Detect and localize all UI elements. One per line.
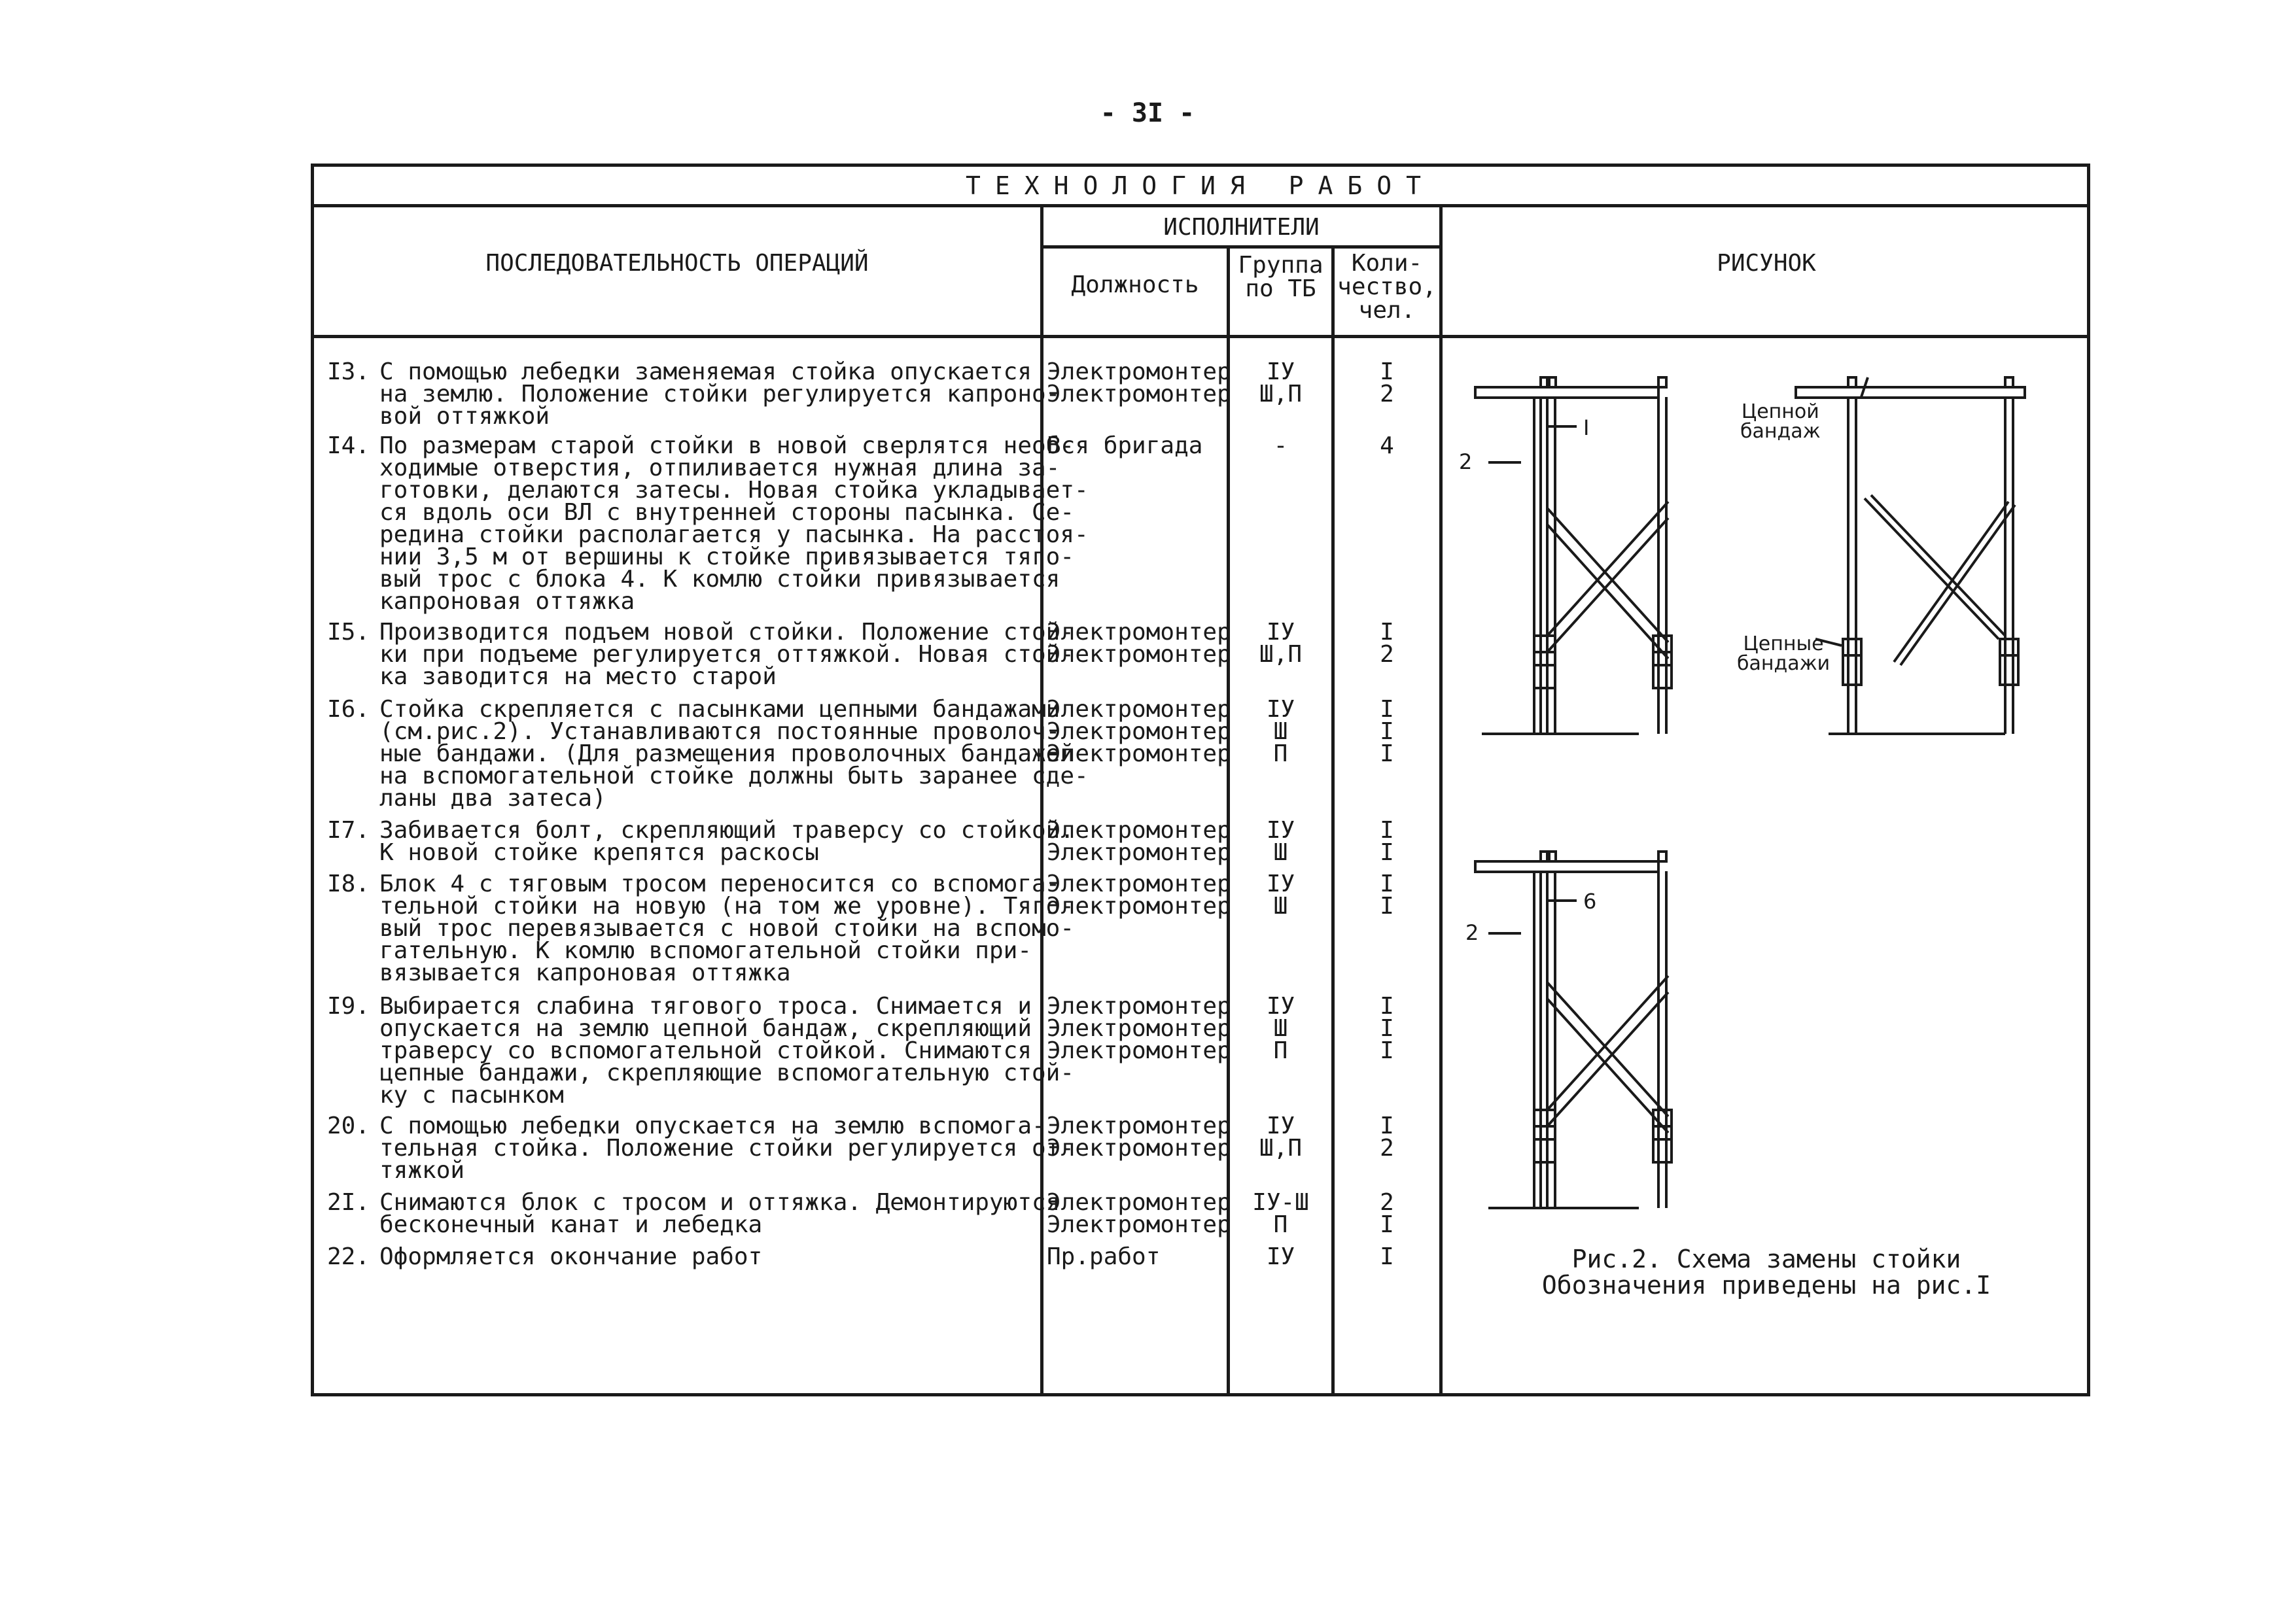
header-performers: ИСПОЛНИТЕЛИ [1163,214,1320,241]
header-count: Коли- чество, чел. [1337,250,1437,324]
table-title: ТЕХНОЛОГИЯ РАБОТ [965,171,1436,200]
label-2-fig-a: 2 [1459,449,1473,474]
header-position: Должность [1071,271,1199,298]
row-18-text: Блок 4 с тяговым тросом переносится со вспомога- тельной стойки на новую (на том же уровне). Тяго- вый трос перевязывается с новой стойки на вспомо- гательную. К комлю вспомогательной стойки при- вязывается капроновая оттяжка [379,871,1075,986]
header-operations: ПОСЛЕДОВАТЕЛЬНОСТЬ ОПЕРАЦИЙ [485,250,869,277]
row-21-number: 2I. [327,1189,370,1216]
row-22-position: Пр.работ [1047,1243,1161,1270]
row-17-position: Электромонтер Электромонтер [1047,817,1231,866]
label-chain-bandage: Цепной бандаж [1740,400,1821,443]
row-13-number: I3. [327,358,370,385]
row-16-position: Электромонтер Электромонтер Электромонтер [1047,696,1231,767]
row-18-group: IУ Ш [1266,871,1295,920]
row-22-number: 22. [327,1243,370,1270]
row-19-number: I9. [327,993,370,1020]
label-2-fig-c: 2 [1465,920,1479,945]
row-13-count: I 2 [1380,358,1394,407]
row-22-group: IУ [1266,1243,1295,1270]
row-19-group: IУ Ш П [1266,993,1295,1064]
title-divider [311,204,2090,207]
row-16-count: I I I [1380,696,1394,767]
row-20-number: 20. [327,1113,370,1139]
row-14-count: 4 [1380,432,1394,459]
pole-structure-c [1475,852,1672,1208]
row-14-number: I4. [327,432,370,459]
row-21-text: Снимаются блок с тросом и оттяжка. Демонтируются бесконечный канат и лебедка [379,1189,1060,1238]
row-18-position: Электромонтер Электромонтер [1047,871,1231,920]
row-15-group: IУ Ш,П [1259,619,1303,668]
row-17-count: I I [1380,817,1394,866]
row-13-position: Электромонтер Электромонтер [1047,358,1231,407]
row-17-group: IУ Ш [1266,817,1295,866]
row-15-count: I 2 [1380,619,1394,668]
row-14-group: - [1273,432,1288,459]
row-13-group: IУ Ш,П [1259,358,1303,407]
row-15-number: I5. [327,619,370,646]
row-15-position: Электромонтер Электромонтер [1047,619,1231,668]
row-16-text: Стойка скрепляется с пасынками цепными бандажами (см.рис.2). Устанавливаются постоянные проволоч- ные бандажи. (Для размещения проволочных бандажей на вспомогательной стойке должны быть заранее сде- ланы два затеса) [379,696,1089,812]
pole-replacement-diagram [1443,338,2090,1391]
row-17-text: Забивается болт, скрепляющий траверсу со стойкой. К новой стойке крепятся раскосы [379,817,1075,866]
label-1-fig-a: I [1583,415,1590,440]
row-20-count: I 2 [1380,1113,1394,1162]
row-16-group: IУ Ш П [1266,696,1295,767]
row-14-position: Вся бригада [1047,432,1203,459]
row-22-count: I [1380,1243,1394,1270]
row-22-text: Оформляется окончание работ [379,1243,763,1270]
row-17-number: I7. [327,817,370,844]
label-6-fig-c: 6 [1583,889,1597,914]
row-19-text: Выбирается слабина тягового троса. Снимается и опускается на землю цепной бандаж, скрепляющий траверсу со вспомогательной стойкой. Снимаются цепные бандажи, скрепляющие вспомогательную стой- ку с пасынком [379,993,1075,1109]
header-figure: РИСУНОК [1717,250,1816,277]
row-19-position: Электромонтер Электромонтер Электромонтер [1047,993,1231,1064]
row-18-number: I8. [327,871,370,897]
figure-caption: Рис.2. Схема замены стойки Обозначения приведены на рис.I [1541,1245,1991,1300]
row-21-count: 2 I [1380,1189,1394,1238]
row-21-position: Электромонтер Электромонтер [1047,1189,1231,1238]
row-18-count: I I [1380,871,1394,920]
label-chain-bandages: Цепные бандажи [1737,632,1831,675]
performers-divider [1040,245,1439,249]
row-20-text: С помощью лебедки опускается на землю вспомога- тельная стойка. Положение стойки регулируется от- тяжкой [379,1113,1075,1184]
pole-structure-b [1796,377,2025,734]
page-number: - 3I - [1100,98,1195,128]
header-group: Группа по ТБ [1238,252,1323,302]
row-16-number: I6. [327,696,370,723]
row-21-group: IУ-Ш П [1252,1189,1309,1238]
row-20-position: Электромонтер Электромонтер [1047,1113,1231,1162]
row-20-group: IУ Ш,П [1259,1113,1303,1162]
pole-structure-a [1475,377,1672,734]
row-15-text: Производится подъем новой стойки. Положение стой- ки при подъеме регулируется оттяжкой. Новая стой- ка заводится на место старой [379,619,1075,690]
row-19-count: I I I [1380,993,1394,1064]
row-14-text: По размерам старой стойки в новой сверлятся необ- ходимые отверстия, отпиливается нужная длина за- готовки, делаются затесы. Новая стойка укладывает- ся вдоль оси ВЛ с внутренней стороны пасынка. Се- редина стойки располагается у пасынка. На расстоя- нии 3,5 м от вершины к стойке привязывается тяго- вый трос с блока 4. К комлю стойки привязывается капроновая оттяжка [379,432,1089,615]
row-13-text: С помощью лебедки заменяемая стойка опускается на землю. Положение стойки регулируется капроно- вой оттяжкой [379,358,1060,430]
